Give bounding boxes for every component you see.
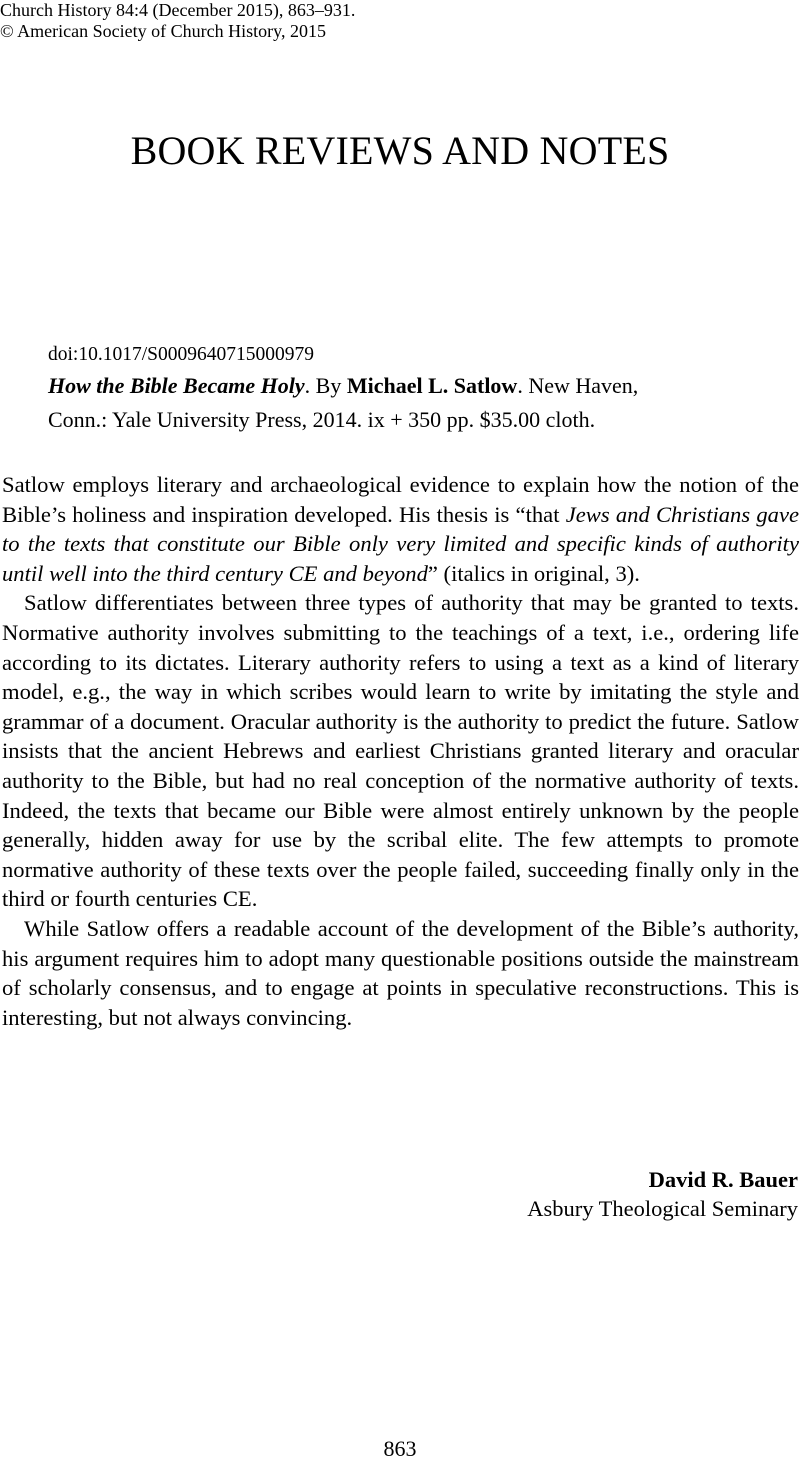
doi-link[interactable]: doi:10.1017/S0009640715000979: [48, 344, 314, 365]
journal-header: [0, 0, 355, 42]
paragraph-text: ” (italics in original, 3).: [427, 560, 640, 586]
page-number: 863: [383, 1436, 417, 1461]
review-paragraph-2: Satlow differentiates between three types of authority that may be granted to texts. Normative authority involves submitting to the teachings of a text, i.e., ordering life according to its dictates. Literary authority refers to using a text as a kind of literary model, e.g., the way in which scribes would learn to write by imitating the style and grammar of a document. Oracular authority is the authority to predict the future. Satlow insists that the ancient Hebrews and earliest Christians granted literary and oracular authority to the Bible, but had no real conception of the normative authority of texts. Indeed, the texts that became our Bible were almost entirely unknown by the people generally, hidden away for use by the scribal elite. The few attempts to promote normative authority of these texts over the people failed, succeeding finally only in the third or fourth centuries CE.: [2, 590, 799, 912]
by-word: By: [310, 373, 347, 398]
citation-line-2: Conn.: Yale University Press, 2014. ix + 350 pp. $35.00 cloth.: [48, 407, 596, 432]
citation-line-1: [48, 369, 768, 403]
title-period: .: [304, 373, 311, 398]
journal-citation-line: Church History 84:4 (December 2015), 863–931.: [0, 0, 356, 20]
review-paragraph-1: [2, 470, 799, 588]
review-paragraph-3: While Satlow offers a readable account of the development of the Bible’s authority, his argument requires him to adopt many questionable positions outside the mainstream of scholarly consensus, and to engage at points in speculative reconstructions. This is interesting, but not always convincing.: [2, 915, 799, 1030]
section-title: BOOK REVIEWS AND NOTES: [130, 128, 670, 173]
paragraph-text: Satlow employs literary and archaeological evidence to explain how the notion of the Bible’s holiness and inspiration developed. His thesis is “that: [2, 472, 799, 527]
italic-quote: Jews and Christians gave to the texts that constitute our Bible only very limited and specific kinds of authority until well into the third century CE and beyond: [2, 501, 800, 586]
copyright-line: © American Society of Church History, 2015: [0, 21, 326, 41]
book-title: How the Bible Became Holy: [48, 373, 305, 398]
reviewer-name: David R. Bauer: [648, 1167, 798, 1192]
book-author: Michael L. Satlow: [346, 373, 518, 398]
reviewer-affiliation: Asbury Theological Seminary: [527, 1196, 798, 1221]
review-body: [2, 470, 799, 1032]
publisher-place: . New Haven,: [517, 373, 639, 398]
book-citation: [48, 340, 768, 437]
reviewer-signature: [527, 1165, 798, 1223]
